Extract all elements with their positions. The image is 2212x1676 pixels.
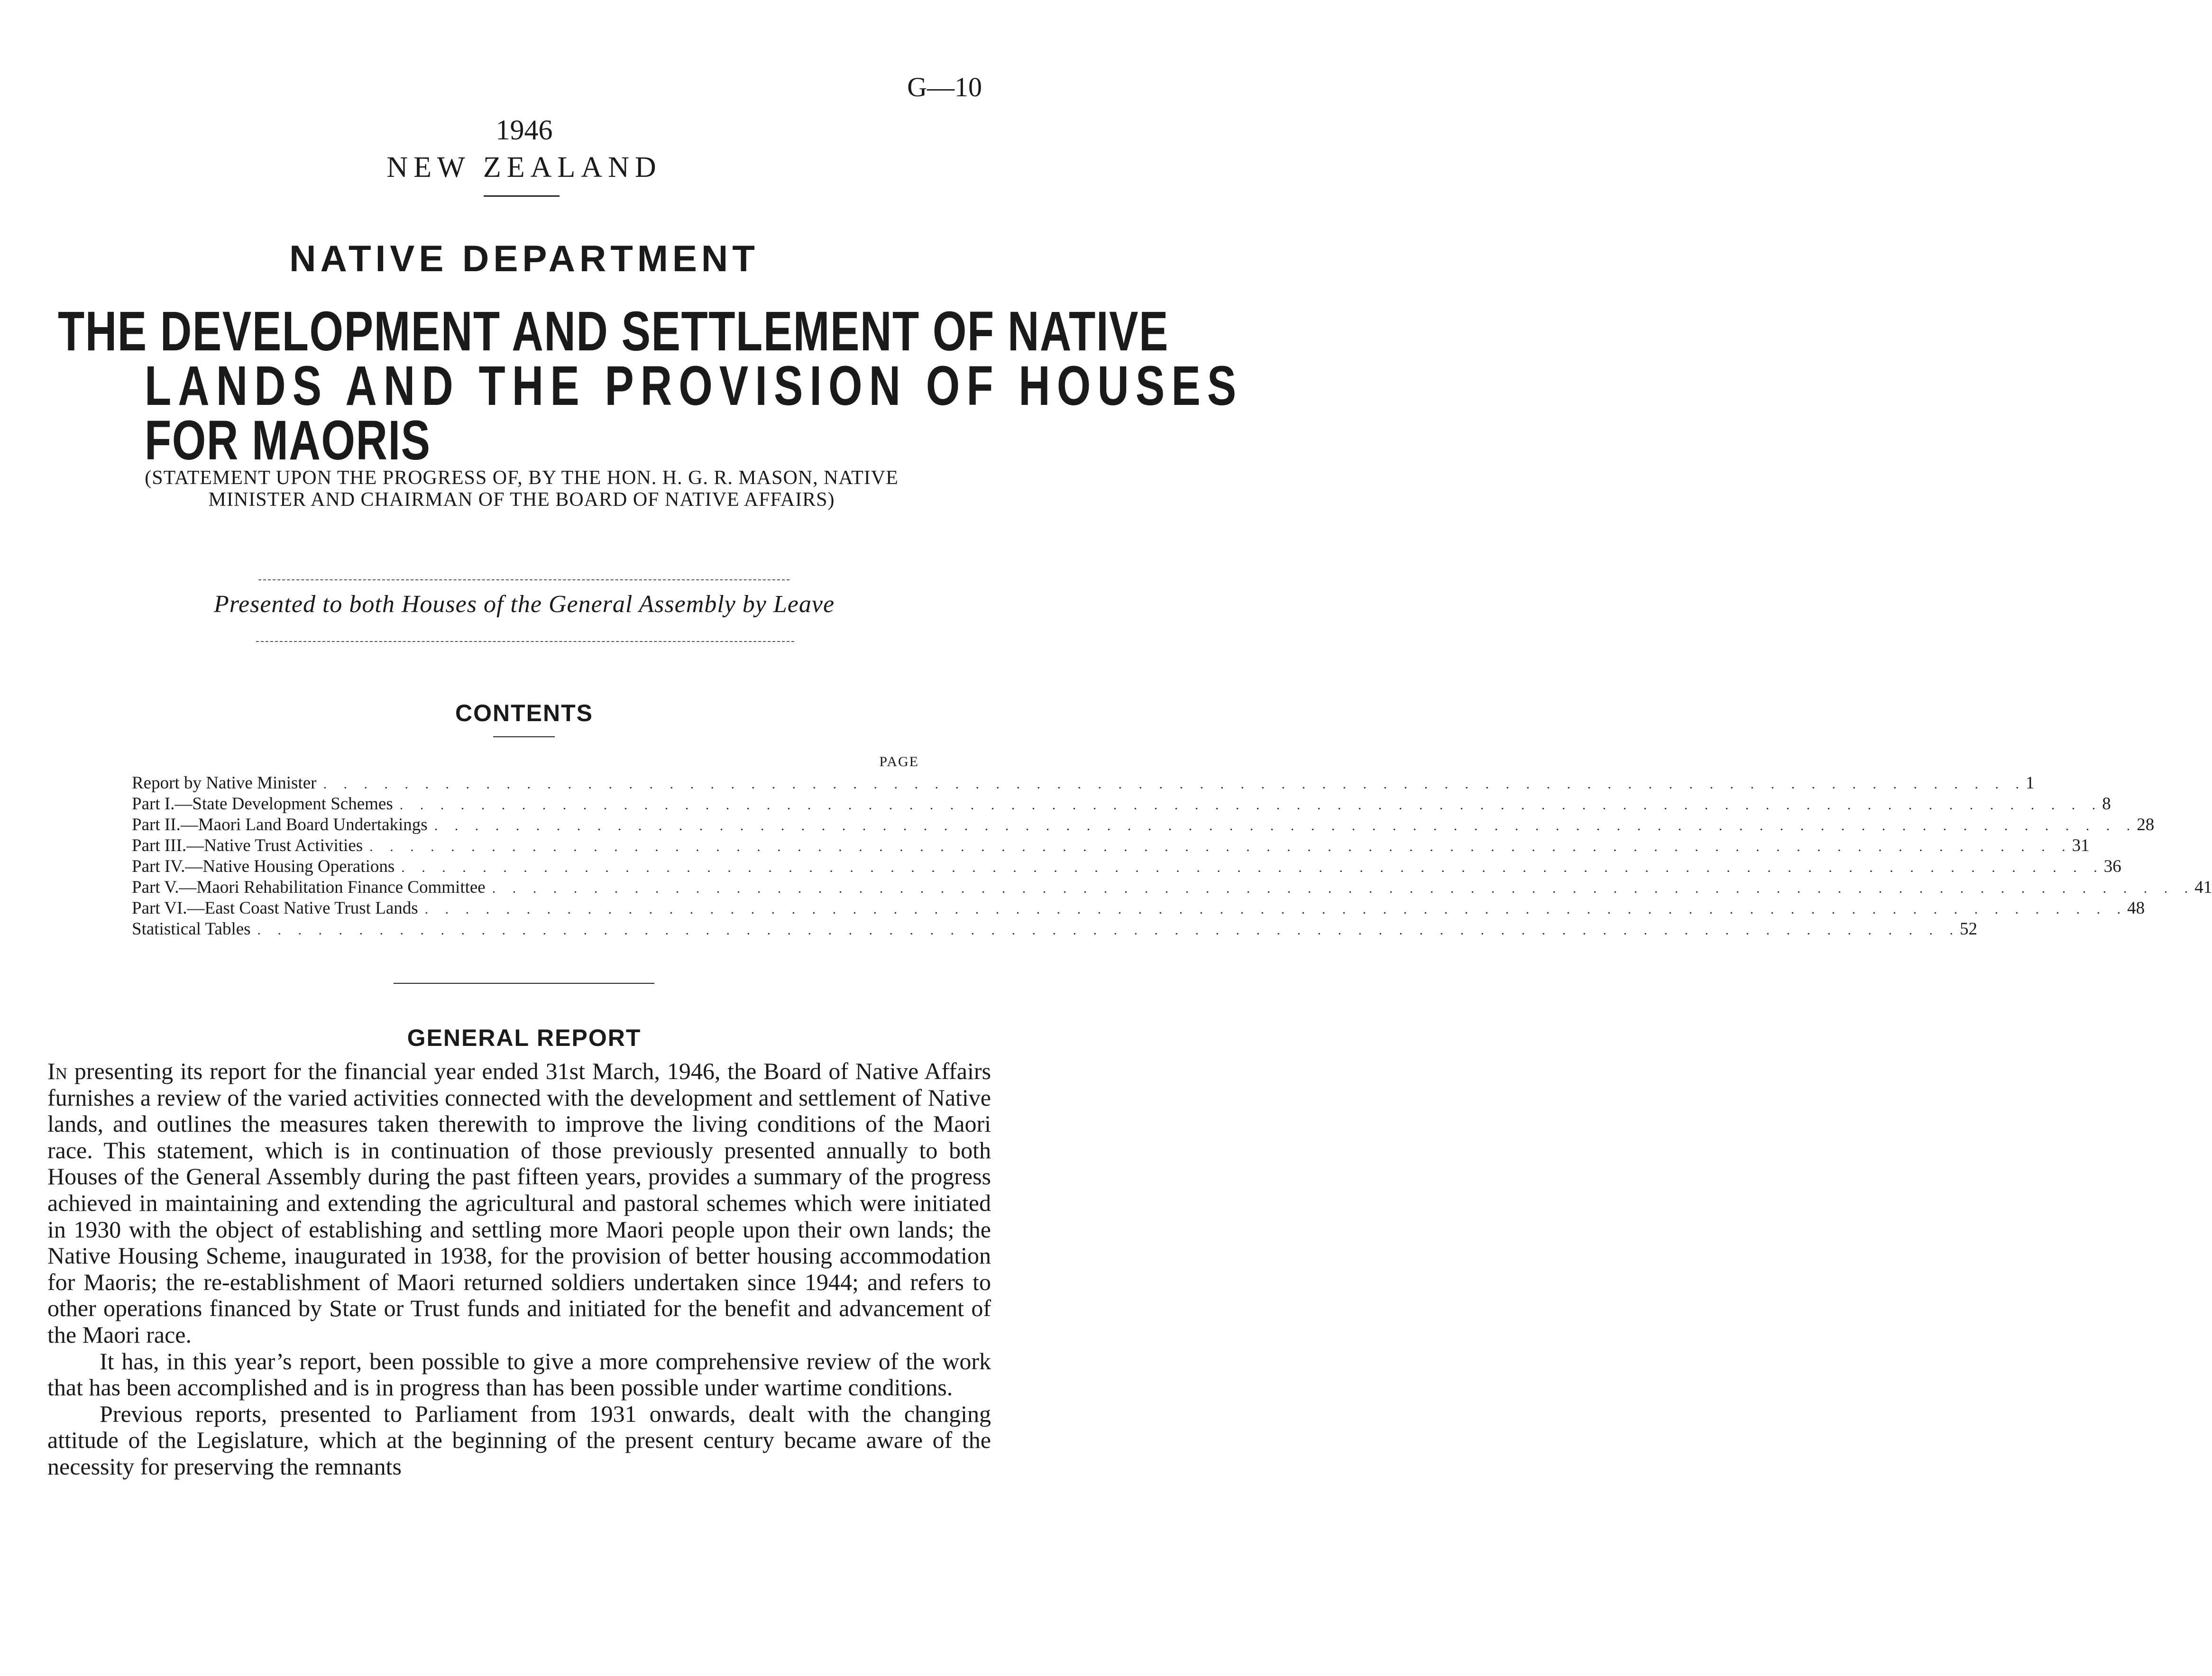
paragraph-3: Previous reports, presented to Parliament from 1931 onwards, dealt with the changing attitude of the Legislature, which at the beginning of the present century became aware of the necessity for preserving the remnants	[47, 1400, 991, 1480]
toc-leader-dots	[369, 836, 2072, 857]
contents-heading: CONTENTS	[455, 700, 593, 726]
paragraph-1	[47, 1058, 991, 1348]
toc-entry-page: 8	[2102, 794, 2111, 814]
document-code: G—10	[907, 72, 982, 102]
toc-entry-title: Part V.—Maori Rehabilitation Finance Committee	[132, 878, 486, 897]
subtitle-line-1: (STATEMENT UPON THE PROGRESS OF, BY THE HON. H. G. R. MASON, NATIVE	[145, 467, 899, 489]
toc-entry-page: 52	[1960, 919, 1978, 939]
section-divider	[394, 983, 654, 984]
toc-leader-dots	[257, 920, 1960, 941]
presented-bottom-rule	[256, 641, 794, 642]
toc-leader-dots	[400, 795, 2102, 815]
toc-entry-title: Part IV.—Native Housing Operations	[132, 857, 395, 876]
toc-entry[interactable]	[132, 794, 2111, 815]
country-name: NEW ZEALAND	[386, 151, 662, 183]
toc-entry-title: Part VI.—East Coast Native Trust Lands	[132, 898, 418, 918]
toc-leader-dots	[425, 899, 2128, 920]
header-divider	[484, 195, 560, 197]
toc-entry[interactable]	[132, 815, 2155, 835]
toc-entry-page: 31	[2072, 836, 2090, 855]
subtitle-line-2: MINISTER AND CHAIRMAN OF THE BOARD OF NATIVE AFFAIRS)	[208, 489, 835, 511]
toc-leader-dots	[323, 774, 2026, 795]
toc-entry-title: Statistical Tables	[132, 919, 251, 939]
toc-entry[interactable]	[132, 773, 2035, 794]
toc-entry-page: 48	[2127, 898, 2145, 918]
toc-entry-page: 36	[2103, 857, 2121, 876]
toc-page-label: PAGE	[879, 754, 919, 769]
main-title-line-2: LANDS AND THE PROVISION OF HOUSES	[145, 355, 1243, 417]
toc-entry-page: 41	[2194, 878, 2212, 897]
toc-entry[interactable]	[132, 898, 2145, 919]
toc-leader-dots	[401, 857, 2104, 878]
toc-entry[interactable]	[132, 856, 2121, 877]
presented-line: Presented to both Houses of the General Assembly by Leave	[213, 591, 835, 618]
paragraph-1-lead: In	[47, 1058, 67, 1084]
paragraph-1-text: presenting its report for the financial year ended 31st March, 1946, the Board of Native Affairs furnishes a review of the varied activities connected with the development and settlement of Native lands, and outlines the measures taken therewith to improve the living conditions of the Maori race. This statement, which is in continuation of those previously presented annually to both Houses of the General Assembly during the past fifteen years, provides a summary of the progress achieved in maintaining and extending the agricultural and pastoral schemes which were initiated in 1930 with the object of establishing and settling more Maori people upon their own lands; the Native Housing Scheme, inaugurated in 1938, for the provision of better housing accommodation for Maoris; the re-establishment of Maori returned soldiers undertaken since 1944; and refers to other operations financed by State or Trust funds and initiated for the benefit and advancement of the Maori race.	[47, 1058, 991, 1348]
toc-entry-title: Part I.—State Development Schemes	[132, 794, 393, 814]
main-title-line-3: FOR MAORIS	[145, 409, 431, 472]
general-report-heading: GENERAL REPORT	[407, 1025, 642, 1051]
publication-year: 1946	[496, 114, 553, 146]
paragraph-2: It has, in this year’s report, been possible to give a more comprehensive review of the work that has been accomplished and is in progress than has been possible under wartime conditions.	[47, 1347, 991, 1401]
department-heading: NATIVE DEPARTMENT	[289, 238, 759, 279]
toc-entry-title: Part II.—Maori Land Board Undertakings	[132, 815, 428, 834]
toc-entry-page: 1	[2025, 773, 2035, 793]
presented-top-rule	[258, 579, 789, 580]
table-of-contents	[132, 754, 2212, 940]
main-title-line-1: THE DEVELOPMENT AND SETTLEMENT OF NATIVE	[58, 300, 1169, 363]
toc-leader-dots	[434, 815, 2137, 836]
toc-entry-page: 28	[2137, 815, 2155, 834]
toc-entry[interactable]	[132, 919, 1978, 940]
contents-divider	[493, 736, 555, 737]
toc-entry[interactable]	[132, 877, 2212, 898]
general-report-body	[47, 1058, 991, 1480]
toc-entry-title: Part III.—Native Trust Activities	[132, 836, 363, 855]
toc-leader-dots	[492, 878, 2195, 899]
toc-entry[interactable]	[132, 835, 2090, 856]
subtitle	[52, 467, 991, 511]
toc-entry-title: Report by Native Minister	[132, 773, 317, 793]
